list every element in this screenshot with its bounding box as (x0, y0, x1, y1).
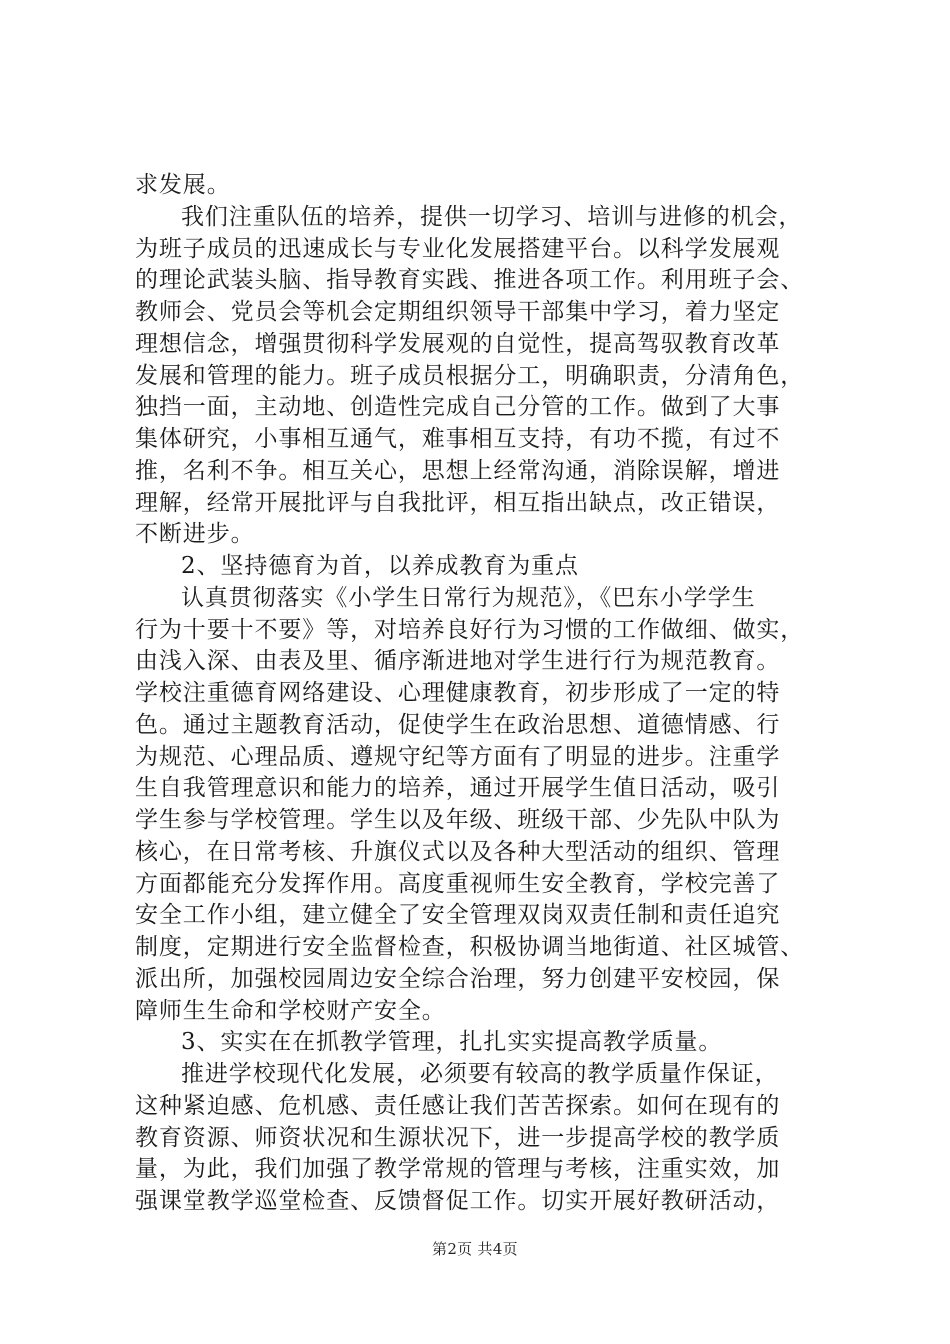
text-line: 色。通过主题教育活动，促使学生在政治思想、道德情感、行 (135, 711, 781, 738)
text-line: 为规范、心理品质、遵规守纪等方面有了明显的进步。注重学 (135, 743, 781, 770)
text-line: 学生参与学校管理。学生以及年级、班级干部、少先队中队为 (135, 807, 781, 833)
text-line: 为班子成员的迅速成长与专业化发展搭建平台。以科学发展观 (135, 235, 781, 262)
text-line: 强课堂教学巡堂检查、反馈督促工作。切实开展好教研活动， (135, 1188, 781, 1214)
text-line: 方面都能充分发挥作用。高度重视师生安全教育，学校完善了 (135, 870, 781, 897)
text-line: 的理论武装头脑、指导教育实践、推进各项工作。利用班子会、 (135, 267, 805, 294)
text-line: 生自我管理意识和能力的培养，通过开展学生值日活动，吸引 (135, 775, 781, 802)
text-line: 教师会、党员会等机会定期组织领导干部集中学习，着力坚定 (135, 299, 781, 325)
text-line: 制度，定期进行安全监督检查，积极协调当地街道、社区城管、 (135, 934, 805, 960)
text-line: 量，为此，我们加强了教学常规的管理与考核，注重实效，加 (135, 1156, 781, 1183)
text-line: 安全工作小组，建立健全了安全管理双岗双责任制和责任追究 (135, 902, 781, 929)
text-line: 由浅入深、由表及里、循序渐进地对学生进行行为规范教育。 (135, 648, 781, 675)
text-line: 不断进步。 (135, 521, 255, 548)
text-line: 核心，在日常考核、升旗仪式以及各种大型活动的组织、管理 (135, 838, 781, 865)
text-line: 障师生生命和学校财产安全。 (135, 997, 446, 1024)
text-line: 发展和管理的能力。班子成员根据分工，明确职责，分清角色， (135, 362, 805, 389)
text-line: 3、实实在在抓教学管理，扎扎实实提高教学质量。 (181, 1029, 723, 1056)
text-line: 推，名利不争。相互关心，思想上经常沟通，消除误解，增进 (135, 457, 781, 484)
body-text (135, 170, 835, 1218)
text-line: 理解，经常开展批评与自我批评，相互指出缺点，改正错误， (135, 489, 781, 516)
text-line: 求发展。 (135, 172, 231, 198)
text-line: 推进学校现代化发展，必须要有较高的教学质量作保证， (181, 1061, 779, 1087)
text-line: 行为十要十不要》等，对培养良好行为习惯的工作做细、做实， (135, 616, 805, 643)
text-line: 2、坚持德育为首，以养成教育为重点 (181, 553, 579, 579)
text-line: 派出所，加强校园周边安全综合治理，努力创建平安校园，保 (135, 965, 781, 992)
text-line: 理想信念，增强贯彻科学发展观的自觉性，提高驾驭教育改革 (135, 330, 781, 357)
text-line: 教育资源、师资状况和生源状况下，进一步提高学校的教学质 (135, 1124, 781, 1151)
text-line: 我们注重队伍的培养，提供一切学习、培训与进修的机会， (181, 203, 803, 230)
text-line: 集体研究，小事相互通气，难事相互支持，有功不揽，有过不 (135, 426, 781, 452)
page-footer: 第2页 共4页 (432, 1240, 518, 1258)
text-line: 认真贯彻落实《小学生日常行为规范》，《巴东小学学生 (181, 584, 756, 611)
text-line: 这种紧迫感、危机感、责任感让我们苦苦探索。如何在现有的 (135, 1092, 781, 1119)
text-line: 学校注重德育网络建设、心理健康教育，初步形成了一定的特 (135, 680, 781, 706)
text-line: 独挡一面，主动地、创造性完成自己分管的工作。做到了大事 (135, 394, 781, 421)
